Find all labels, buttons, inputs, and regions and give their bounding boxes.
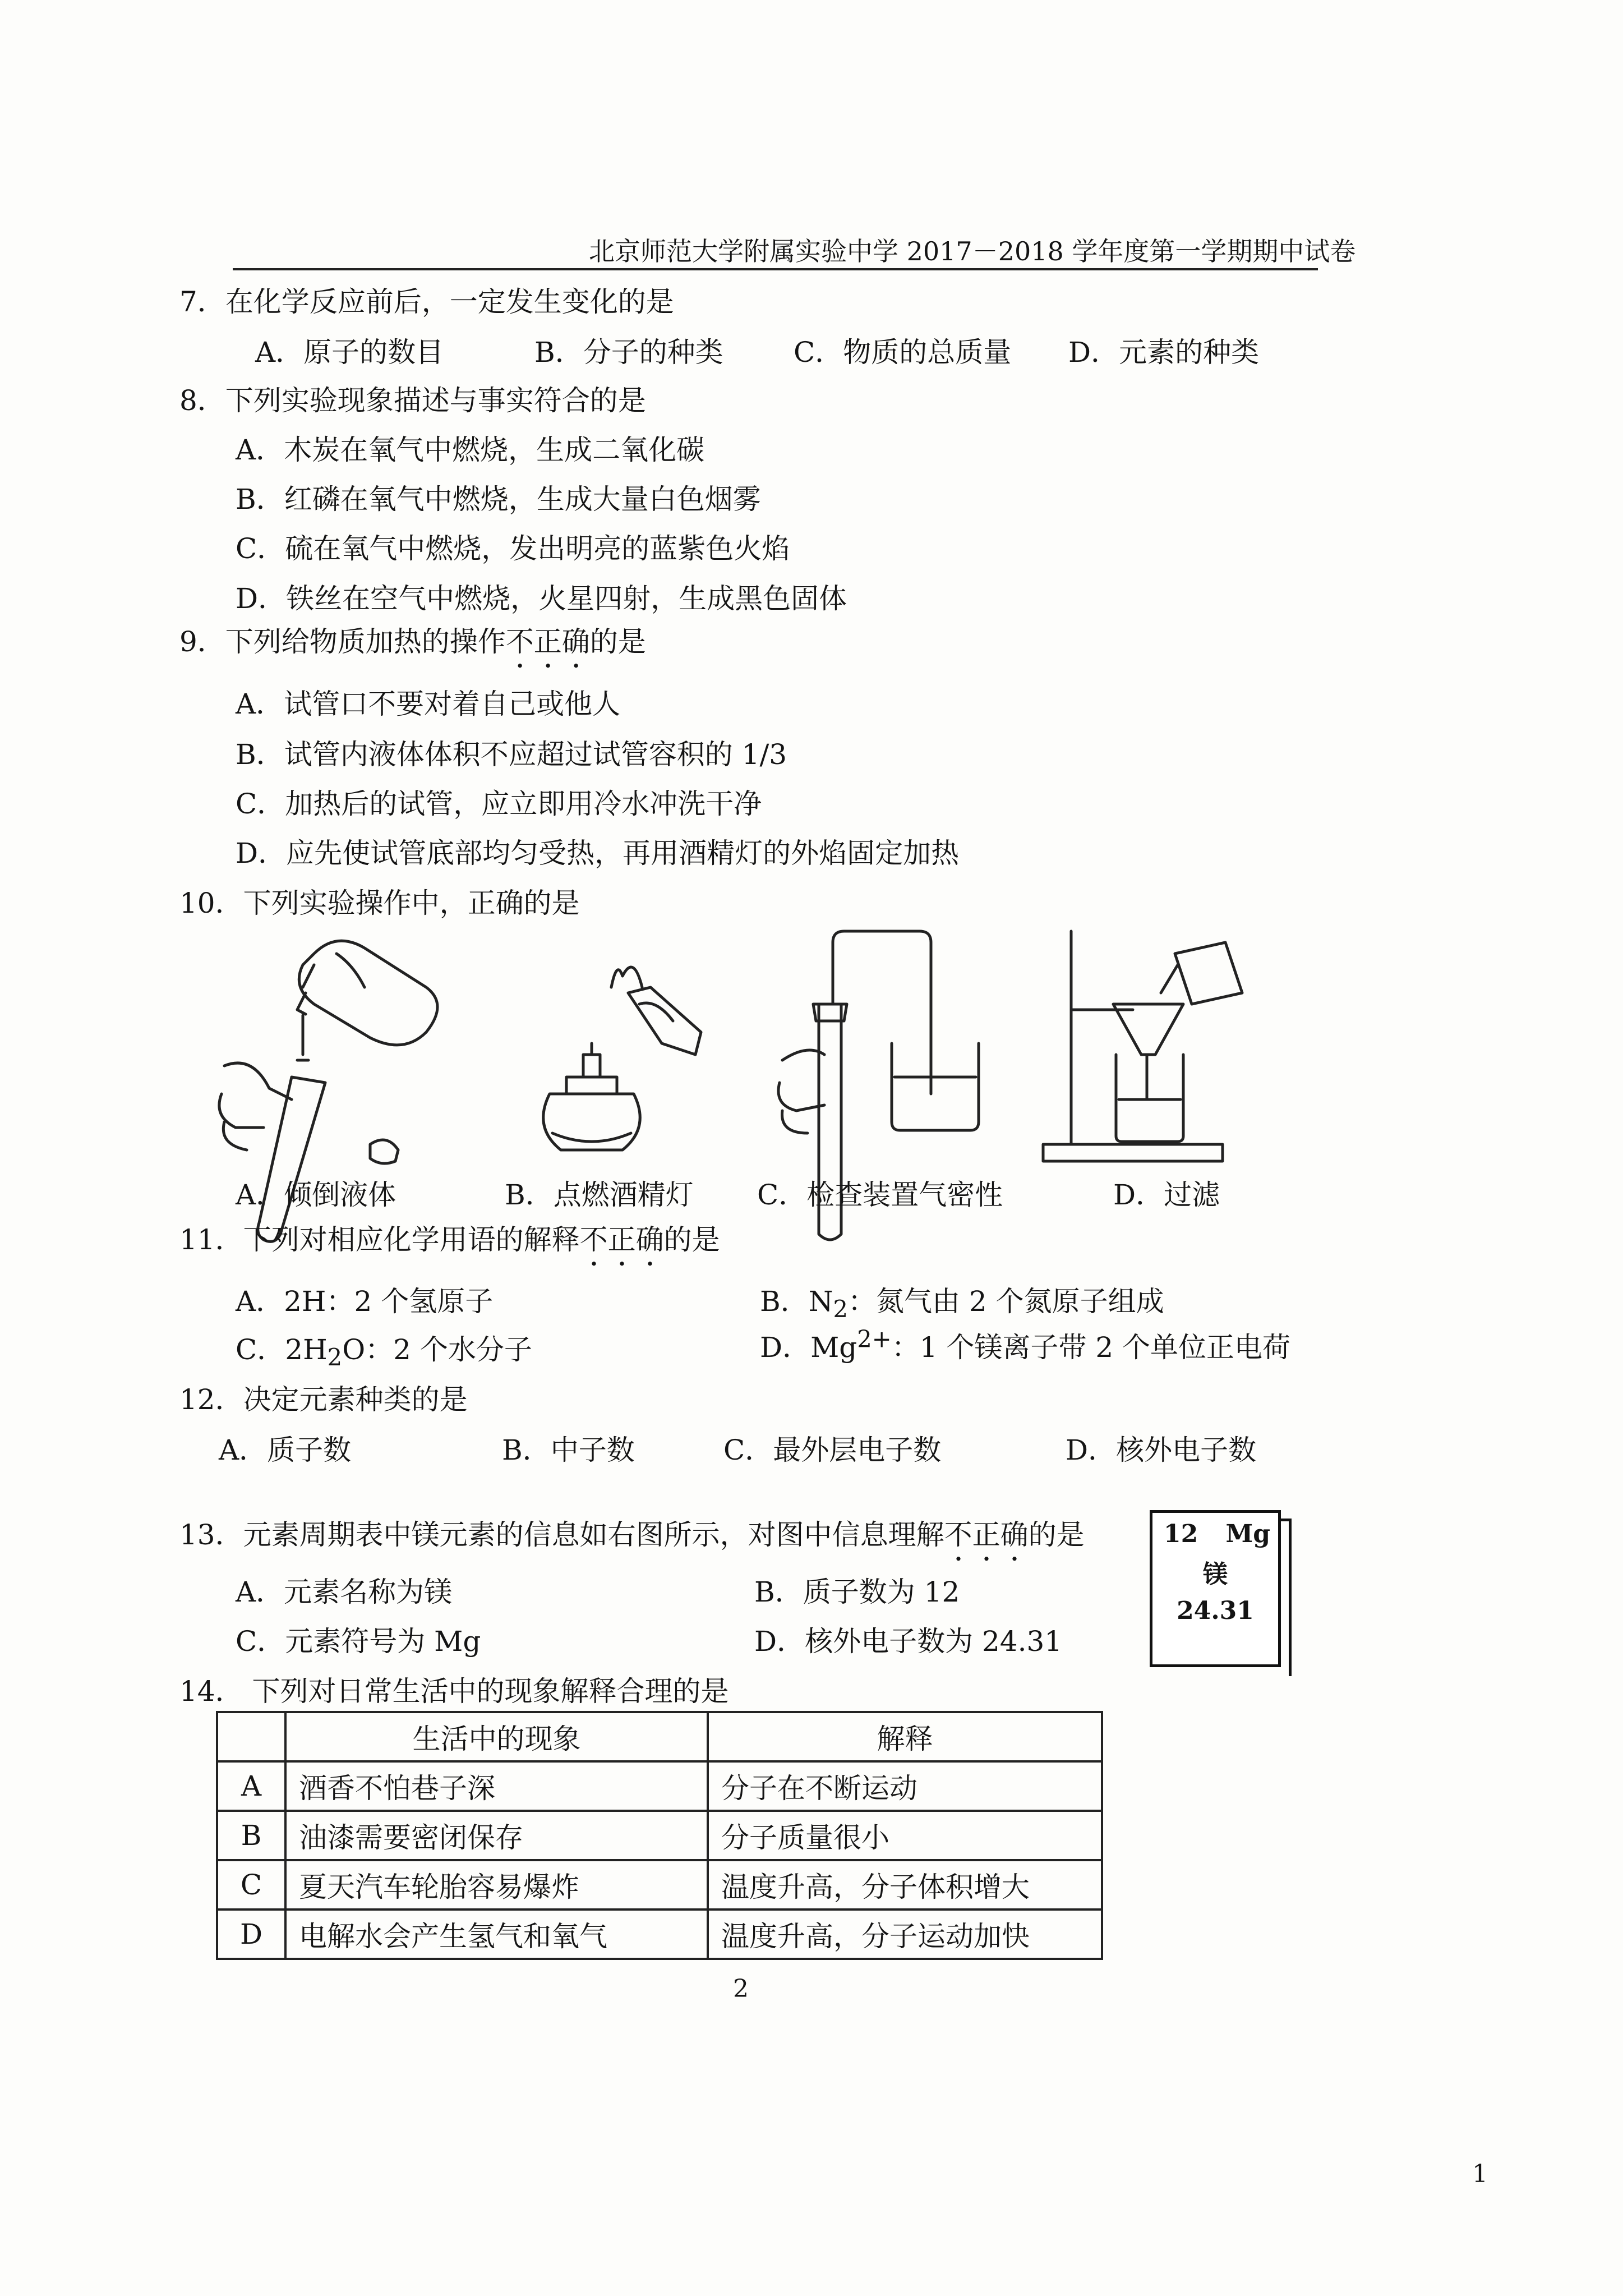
q7-option-a: A．原子的数目: [255, 336, 444, 369]
table-cell: 温度升高，分子体积增大: [708, 1860, 1102, 1910]
q7-option-b: B．分子的种类: [534, 336, 723, 369]
table-cell: 酒香不怕巷子深: [285, 1761, 708, 1811]
q11-stem: 11．下列对相应化学用语的解释不正确的是: [179, 1223, 720, 1256]
q11-option-a: A．2H：2 个氢原子: [236, 1285, 494, 1318]
table-cell: C: [217, 1860, 285, 1910]
q7-stem: 7．在化学反应前后，一定发生变化的是: [179, 286, 674, 318]
q10-option-d: D．过滤: [1113, 1179, 1220, 1211]
figure-lighting-lamp: [543, 967, 701, 1150]
mg-atomic-number: 12: [1164, 1520, 1198, 1548]
corner-page-number: 1: [1472, 2160, 1488, 2188]
figure-filtration: [1043, 931, 1242, 1161]
q11-option-d: D．$Mg^{2+}$：1 个镁离子带 2 个单位正电荷: [760, 1325, 1291, 1364]
table-cell: B: [217, 1811, 285, 1860]
q8-stem: 8．下列实验现象描述与事实符合的是: [179, 384, 646, 417]
q7-option-c: C．物质的总质量: [794, 336, 1012, 369]
q8-option-a: A．木炭在氧气中燃烧，生成二氧化碳: [236, 434, 705, 466]
mg-atomic-mass: 24.31: [1177, 1596, 1254, 1625]
q12-option-c: C．最外层电子数: [723, 1434, 942, 1466]
q9-option-d: D．应先使试管底部均匀受热，再用酒精灯的外焰固定加热: [236, 837, 960, 869]
table-header: [217, 1712, 285, 1761]
table-cell: 夏天汽车轮胎容易爆炸: [285, 1860, 708, 1910]
q9-option-a: A．试管口不要对着自己或他人: [236, 688, 621, 720]
q13-stem: 13．元素周期表中镁元素的信息如右图所示，对图中信息理解不正确的是: [179, 1519, 1085, 1551]
q11-option-b: B．$N_2$：氮气由 2 个氮原子组成: [760, 1285, 1164, 1323]
table-cell: 油漆需要密闭保存: [285, 1811, 708, 1860]
mg-name: 镁: [1203, 1560, 1228, 1589]
phenomena-table: [216, 1711, 1103, 1960]
exam-header: 北京师范大学附属实验中学 2017－2018 学年度第一学期期中试卷: [589, 236, 1356, 266]
q11-option-c: C．$2H_2O$：2 个水分子: [236, 1333, 532, 1371]
mg-symbol: Mg: [1225, 1520, 1270, 1548]
q12-option-d: D．核外电子数: [1066, 1434, 1257, 1466]
q12-option-b: B．中子数: [502, 1434, 635, 1466]
q9-stem: 9．下列给物质加热的操作不正确的是: [179, 625, 646, 658]
page-number: 2: [733, 1975, 749, 2003]
q13-option-a: A．元素名称为镁: [236, 1576, 453, 1608]
q8-option-c: C．硫在氧气中燃烧，发出明亮的蓝紫色火焰: [236, 532, 790, 565]
table-cell: 分子在不断运动: [708, 1761, 1102, 1811]
q13-option-d: D．核外电子数为 24.31: [754, 1625, 1063, 1658]
q9-option-b: B．试管内液体体积不应超过试管容积的 1/3: [236, 738, 787, 771]
q13-option-c: C．元素符号为 Mg: [236, 1625, 481, 1658]
q10-option-b: B．点燃酒精灯: [505, 1179, 694, 1211]
table-row: [217, 1860, 1102, 1910]
q8-option-d: D．铁丝在空气中燃烧，火星四射，生成黑色固体: [236, 582, 847, 615]
table-cell: A: [217, 1761, 285, 1811]
table-cell: 温度升高，分子运动加快: [708, 1910, 1102, 1959]
q9-option-c: C．加热后的试管，应立即用冷水冲洗干净: [236, 788, 762, 820]
q14-stem: 14． 下列对日常生活中的现象解释合理的是: [179, 1675, 729, 1708]
magnesium-element-card: [1150, 1510, 1281, 1667]
q10-stem: 10．下列实验操作中，正确的是: [179, 887, 580, 919]
table-row: [217, 1761, 1102, 1811]
table-cell: D: [217, 1910, 285, 1959]
q13-option-b: B．质子数为 12: [754, 1576, 960, 1608]
table-row: [217, 1910, 1102, 1959]
table-header: 解释: [708, 1712, 1102, 1761]
table-cell: 分子质量很小: [708, 1811, 1102, 1860]
table-cell: 电解水会产生氢气和氧气: [285, 1910, 708, 1959]
q12-stem: 12．决定元素种类的是: [179, 1383, 468, 1416]
table-header-row: [217, 1712, 1102, 1761]
q8-option-b: B．红磷在氧气中燃烧，生成大量白色烟雾: [236, 483, 761, 516]
table-row: [217, 1811, 1102, 1860]
q12-option-a: A．质子数: [219, 1434, 352, 1466]
q10-option-a: A．倾倒液体: [236, 1179, 396, 1211]
q7-option-d: D．元素的种类: [1068, 336, 1260, 369]
table-header: 生活中的现象: [285, 1712, 708, 1761]
q10-option-c: C．检查装置气密性: [757, 1179, 1003, 1211]
